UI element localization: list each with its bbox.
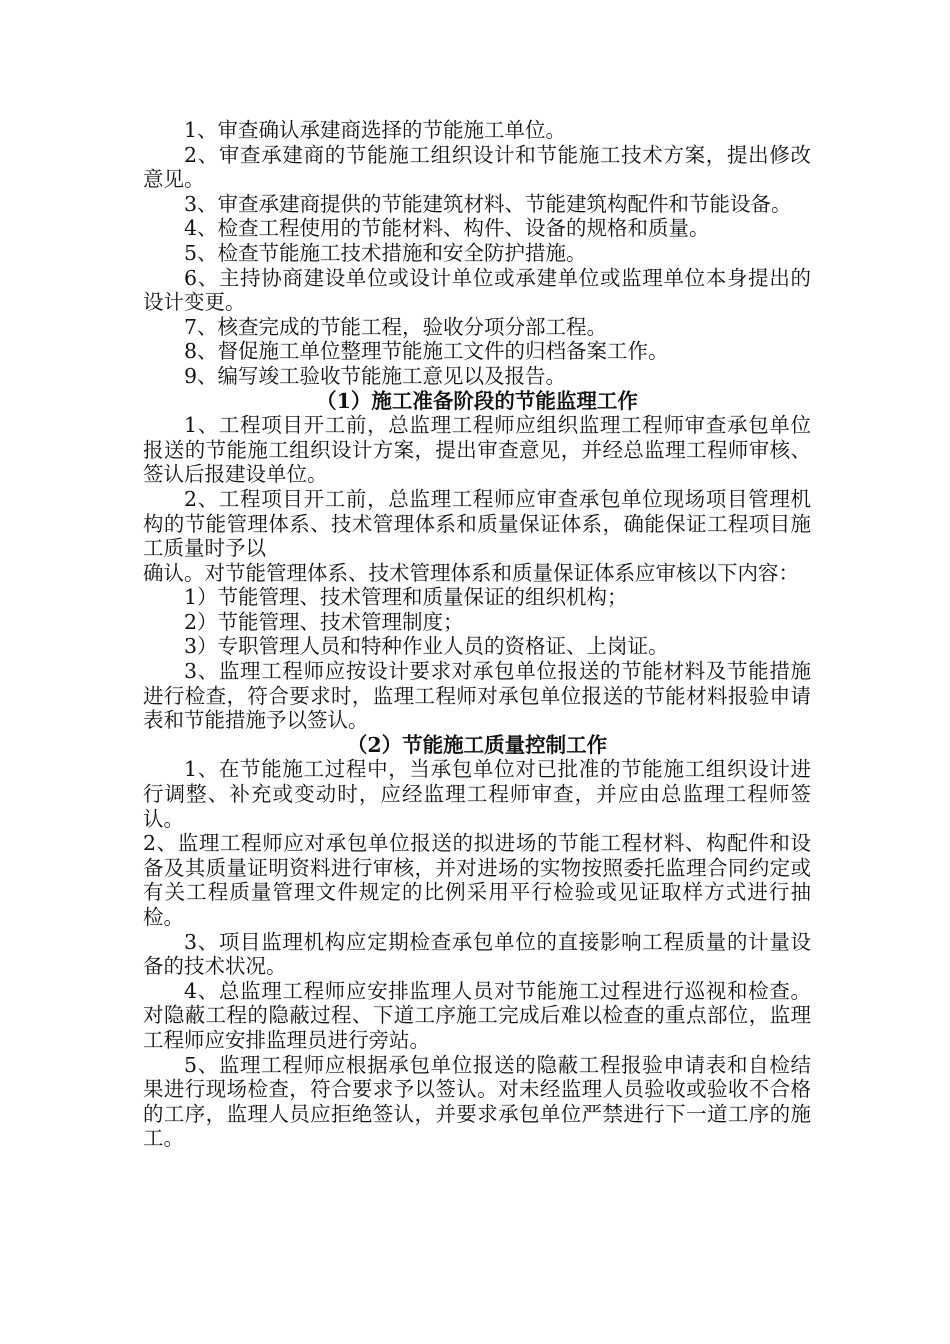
section1-paragraph-3: 3、监理工程师应按设计要求对承包单位报送的节能材料及节能措施进行检查，符合要求时，监理工程师对承包单位报送的节能材料报验申请表和节能措施予以签认。 (143, 659, 811, 733)
section1-list-item-2: 2）节能管理、技术管理制度； (184, 609, 464, 634)
section2-paragraph-1: 1、在节能施工过程中，当承包单位对已批准的节能施工组织设计进行调整、补充或变动时，应经监理工程师审查，并应由总监理工程师签认。 (143, 757, 811, 831)
duty-item-6: 6、主持协商建设单位或设计单位或承建单位或监理单位本身提出的设计变更。 (143, 265, 811, 315)
duty-item-7: 7、核查完成的节能工程，验收分项分部工程。 (184, 314, 608, 339)
duty-item-5: 5、检查节能施工技术措施和安全防护措施。 (184, 240, 587, 265)
section2-paragraph-2: 2、监理工程师应对承包单位报送的拟进场的节能工程材料、构配件和设备及其质量证明资料进行审核，并对进场的实物按照委托监理合同约定或有关工程质量管理文件规定的比例采用平行检验或见证取样方式进行抽检。 (143, 831, 811, 929)
duty-item-3: 3、审查承建商提供的节能建筑材料、节能建筑构配件和节能设备。 (184, 191, 792, 216)
section1-paragraph-1: 1、工程项目开工前，总监理工程师应组织监理工程师审查承包单位报送的节能施工组织设计方案，提出审查意见，并经总监理工程师审核、签认后报建设单位。 (143, 413, 811, 487)
section1-paragraph-2-continued: 确认。对节能管理体系、技术管理体系和质量保证体系应审核以下内容： (143, 560, 799, 585)
duty-item-1: 1、审查确认承建商选择的节能施工单位。 (184, 118, 567, 142)
section1-list-item-1: 1）节能管理、技术管理和质量保证的组织机构； (184, 585, 628, 610)
duty-item-8: 8、督促施工单位整理节能施工文件的归档备案工作。 (184, 339, 669, 364)
duty-item-2: 2、审查承建商的节能施工组织设计和节能施工技术方案，提出修改意见。 (143, 142, 811, 192)
section-heading-2: （2）节能施工质量控制工作 (346, 732, 608, 757)
section2-paragraph-5: 5、监理工程师应根据承包单位报送的隐蔽工程报验申请表和自检结果进行现场检查，符合要求予以签认。对未经监理人员验收或验收不合格的工序，监理人员应拒绝签认，并要求承包单位严禁进行下一道工序的施工。 (143, 1052, 811, 1151)
section-heading-1: （1）施工准备阶段的节能监理工作 (316, 388, 638, 413)
document-page (143, 118, 811, 1151)
section1-paragraph-2: 2、工程项目开工前，总监理工程师应审查承包单位现场项目管理机构的节能管理体系、技术管理体系和质量保证体系，确能保证工程项目施工质量时予以 (143, 486, 811, 561)
section1-list-item-3: 3）专职管理人员和特种作业人员的资格证、上岗证。 (184, 634, 669, 659)
section2-paragraph-4: 4、总监理工程师应安排监理人员对节能施工过程进行巡视和检查。对隐蔽工程的隐蔽过程、下道工序施工完成后难以检查的重点部位，监理工程师应安排监理员进行旁站。 (143, 978, 811, 1052)
duty-item-4: 4、检查工程使用的节能材料、构件、设备的规格和质量。 (184, 216, 710, 241)
section2-paragraph-3: 3、项目监理机构应定期检查承包单位的直接影响工程质量的计量设备的技术状况。 (143, 929, 811, 979)
duty-item-9: 9、编写竣工验收节能施工意见以及报告。 (184, 363, 567, 388)
